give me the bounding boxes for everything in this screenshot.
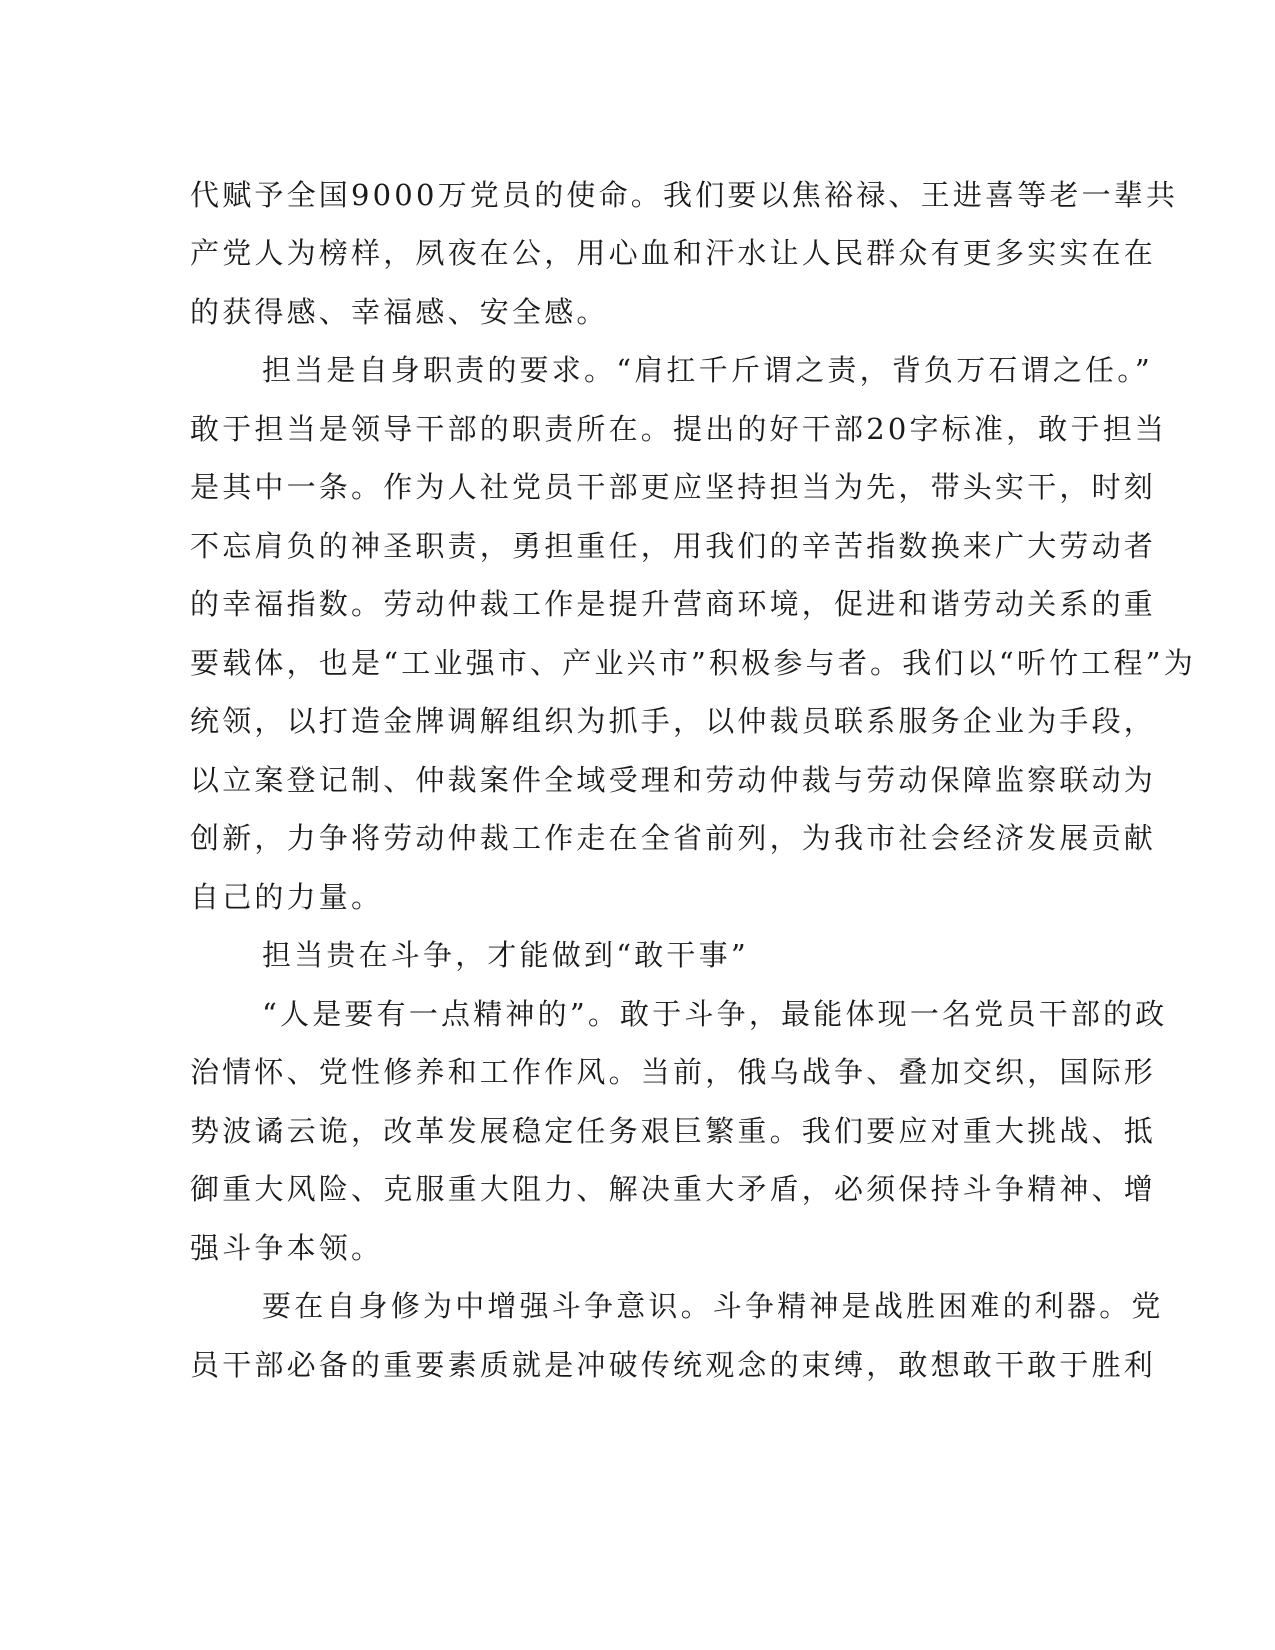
text-line: 敢于担当是领导干部的职责所在。提出的好干部20字标准，敢于担当 <box>190 412 1168 446</box>
text-line: 自己的力量。 <box>190 880 384 914</box>
text-line: 代赋予全国9000万党员的使命。我们要以焦裕禄、王进喜等老一辈共 <box>190 178 1179 212</box>
text-line: 以立案登记制、仲裁案件全域受理和劳动仲裁与劳动保障监察联动为 <box>190 763 1157 797</box>
text-line: 员干部必备的重要素质就是冲破传统观念的束缚，敢想敢干敢于胜利 <box>190 1348 1157 1382</box>
paragraph-start-line: “人是要有一点精神的”。敢于斗争，最能体现一名党员干部的政 <box>262 997 1168 1031</box>
section-heading: 担当贵在斗争，才能做到“敢干事” <box>262 938 749 972</box>
text-line: 产党人为榜样，夙夜在公，用心血和汗水让人民群众有更多实实在在 <box>190 236 1157 270</box>
paragraph-start-line: 要在自身修为中增强斗争意识。斗争精神是战胜困难的利器。党 <box>262 1289 1164 1323</box>
text-line: 统领，以打造金牌调解组织为抓手，以仲裁员联系服务企业为手段， <box>190 704 1157 738</box>
text-line: 势波谲云诡，改革发展稳定任务艰巨繁重。我们要应对重大挑战、抵 <box>190 1114 1157 1148</box>
text-line: 治情怀、党性修养和工作作风。当前，俄乌战争、叠加交织，国际形 <box>190 1055 1157 1089</box>
text-line: 的幸福指数。劳动仲裁工作是提升营商环境，促进和谐劳动关系的重 <box>190 587 1157 621</box>
text-line: 的获得感、幸福感、安全感。 <box>190 295 609 329</box>
text-line: 御重大风险、克服重大阻力、解决重大矛盾，必须保持斗争精神、增 <box>190 1172 1157 1206</box>
text-line: 强斗争本领。 <box>190 1231 384 1265</box>
text-line: 是其中一条。作为人社党员干部更应坚持担当为先，带头实干，时刻 <box>190 470 1157 504</box>
text-line: 创新，力争将劳动仲裁工作走在全省前列，为我市社会经济发展贡献 <box>190 821 1157 855</box>
text-line: 要载体，也是“工业强市、产业兴市”积极参与者。我们以“听竹工程”为 <box>190 646 1196 680</box>
text-line: 不忘肩负的神圣职责，勇担重任，用我们的辛苦指数换来广大劳动者 <box>190 529 1157 563</box>
paragraph-start-line: 担当是自身职责的要求。“肩扛千斤谓之责，背负万石谓之任。” <box>262 353 1153 387</box>
